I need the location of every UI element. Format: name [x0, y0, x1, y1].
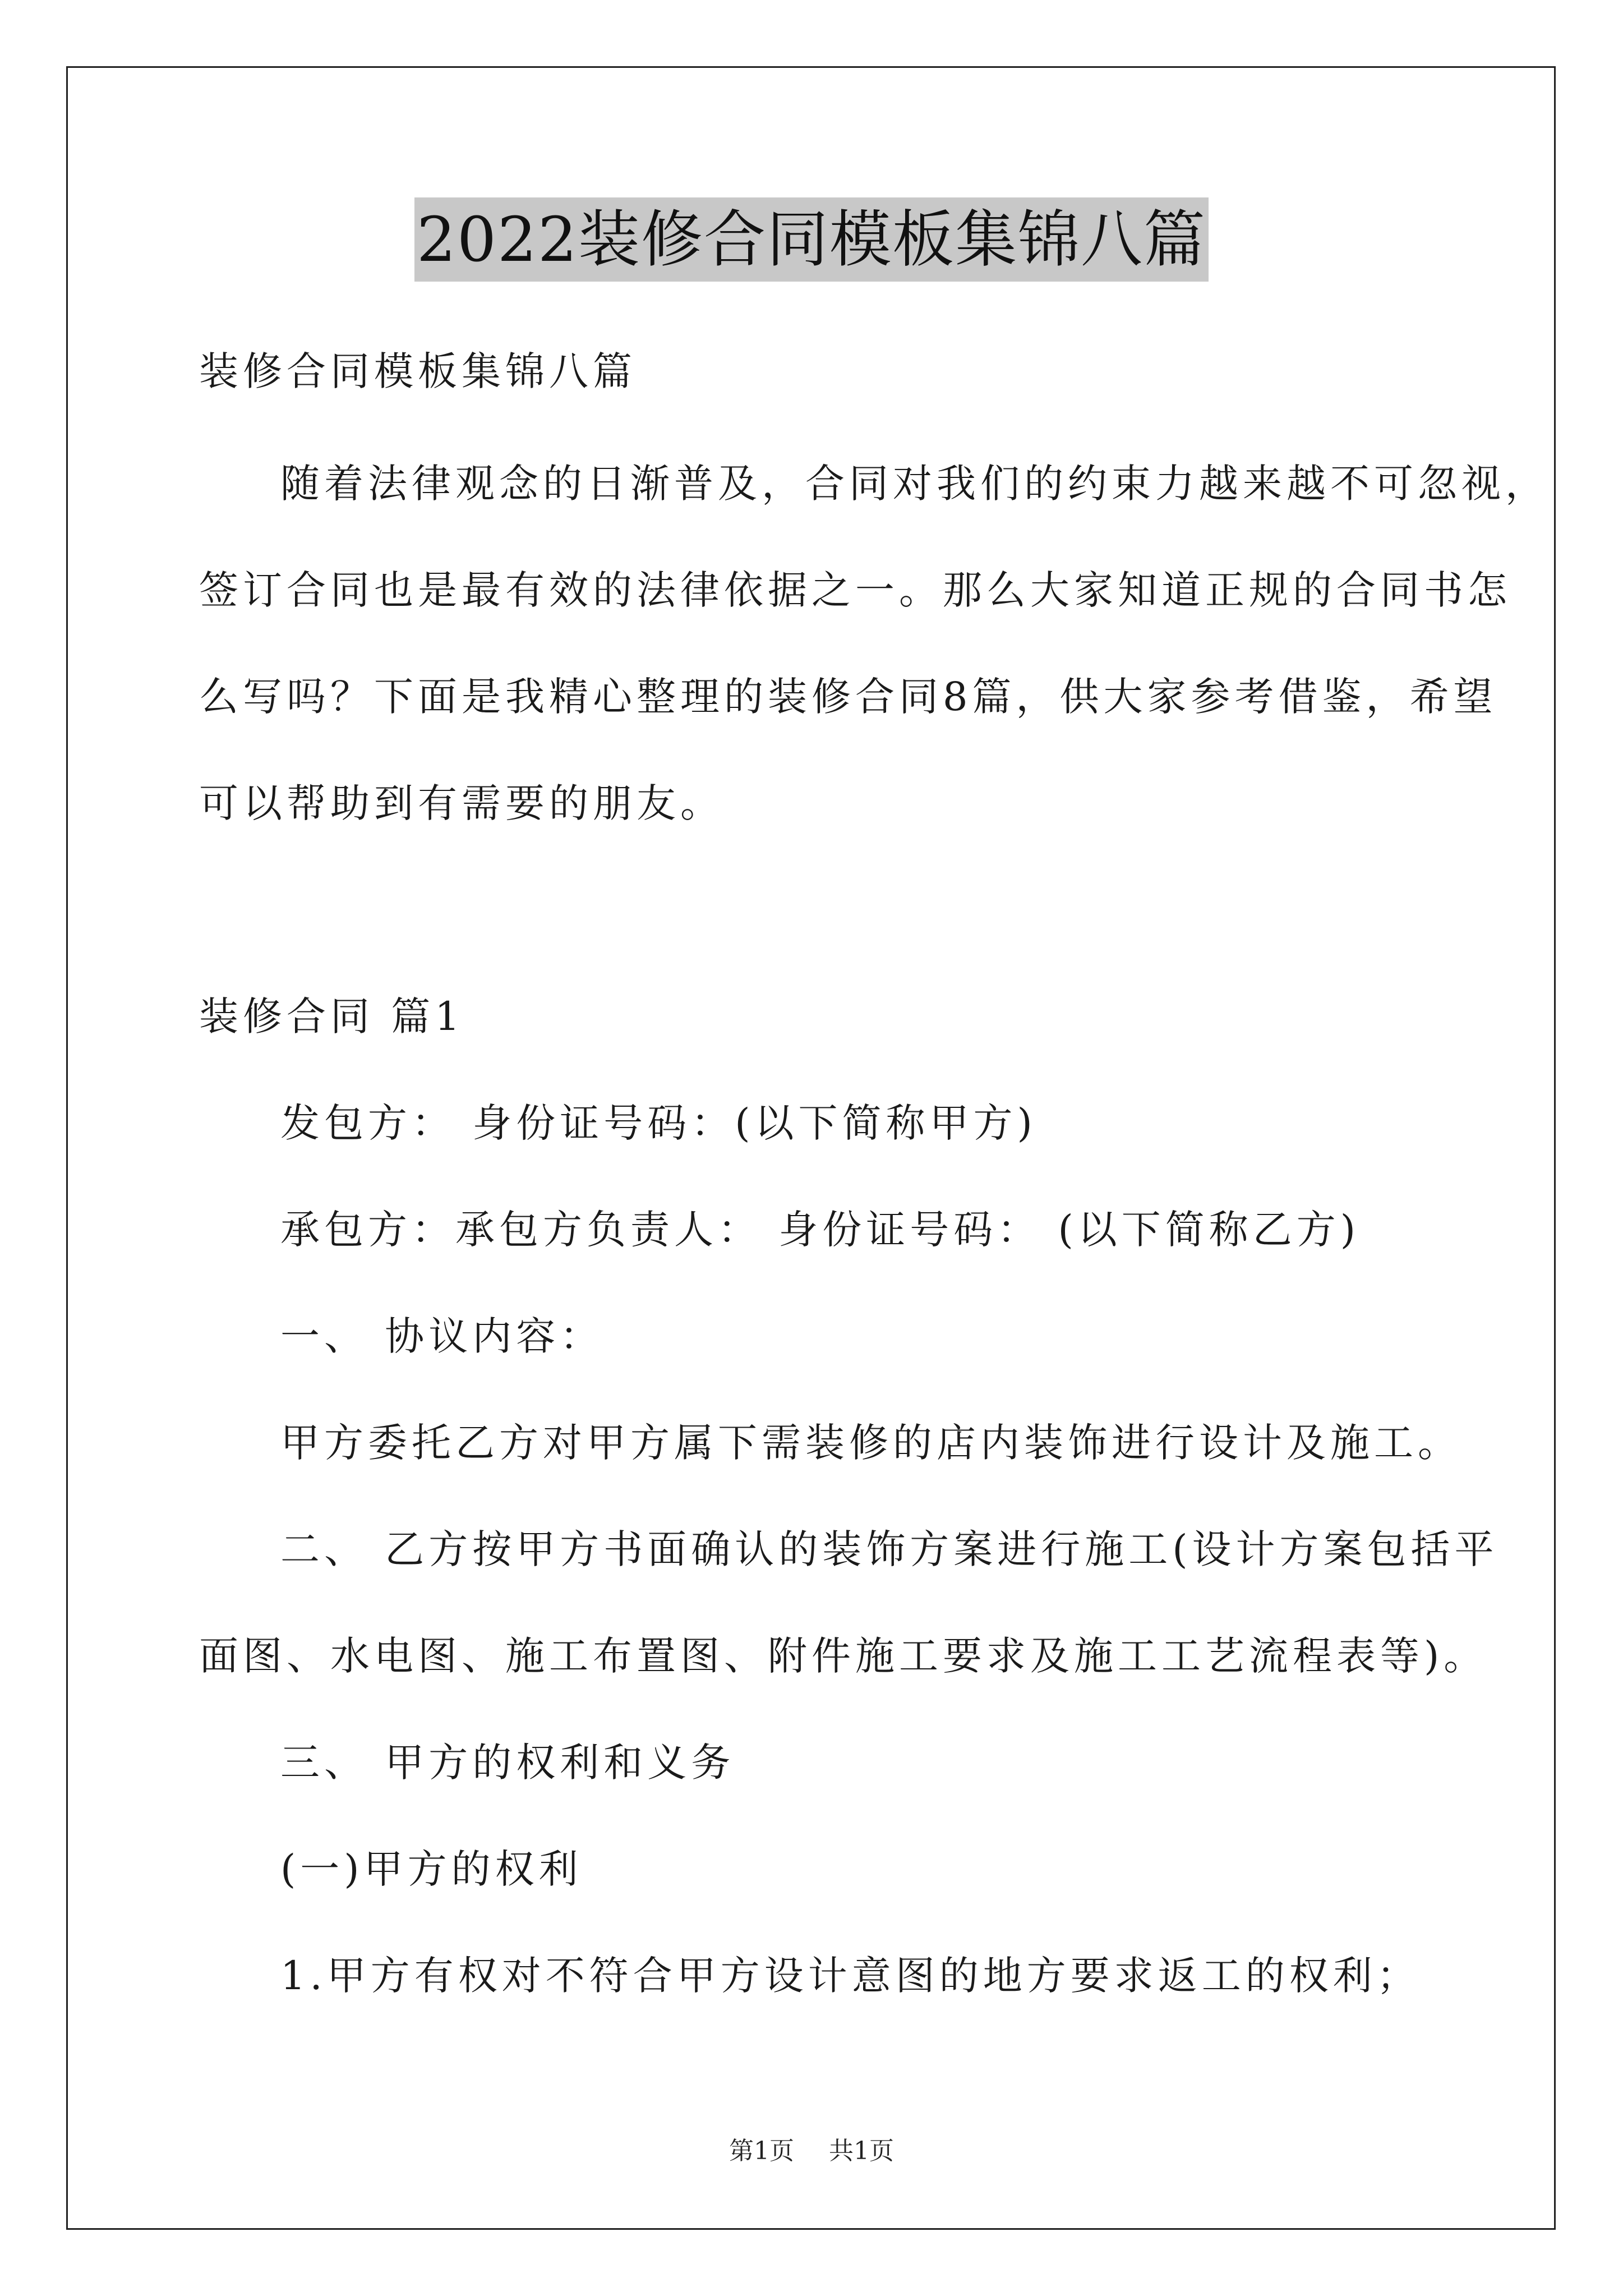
- body-line-7: 三、 甲方的权利和义务: [280, 1740, 735, 1786]
- body-line-9: 1.甲方有权对不符合甲方设计意图的地方要求返工的权利；: [280, 1953, 1421, 1999]
- body-line-6: 面图、水电图、施工布置图、附件施工要求及施工工艺流程表等)。: [199, 1633, 1488, 1679]
- intro-line-1: 随着法律观念的日渐普及，合同对我们的约束力越来越不可忽视，: [280, 461, 1549, 507]
- document-subtitle: 装修合同模板集锦八篇: [199, 348, 637, 394]
- section-heading: 装修合同 篇1: [199, 993, 464, 1039]
- body-line-3: 一、 协议内容：: [280, 1313, 604, 1359]
- body-line-4: 甲方委托乙方对甲方属下需装修的店内装饰进行设计及施工。: [280, 1420, 1461, 1466]
- body-line-5: 二、 乙方按甲方书面确认的装饰方案进行施工(设计方案包括平: [280, 1526, 1498, 1572]
- body-line-2: 承包方：承包方负责人： 身份证号码： (以下简称乙方): [280, 1207, 1361, 1253]
- body-line-8: (一)甲方的权利: [280, 1846, 583, 1892]
- intro-line-2: 签订合同也是最有效的法律依据之一。那么大家知道正规的合同书怎: [199, 567, 1511, 613]
- intro-line-3: 么写吗？下面是我精心整理的装修合同8篇，供大家参考借鉴，希望: [199, 674, 1497, 720]
- intro-line-4: 可以帮助到有需要的朋友。: [199, 780, 724, 826]
- body-line-1: 发包方： 身份证号码：(以下简称甲方): [280, 1100, 1037, 1146]
- page-footer: [0, 2134, 1623, 2168]
- document-title: 2022装修合同模板集锦八篇: [414, 197, 1209, 282]
- page-number: 第1页: [729, 2137, 794, 2165]
- page-total: 共1页: [829, 2137, 894, 2165]
- title-container: [0, 197, 1623, 282]
